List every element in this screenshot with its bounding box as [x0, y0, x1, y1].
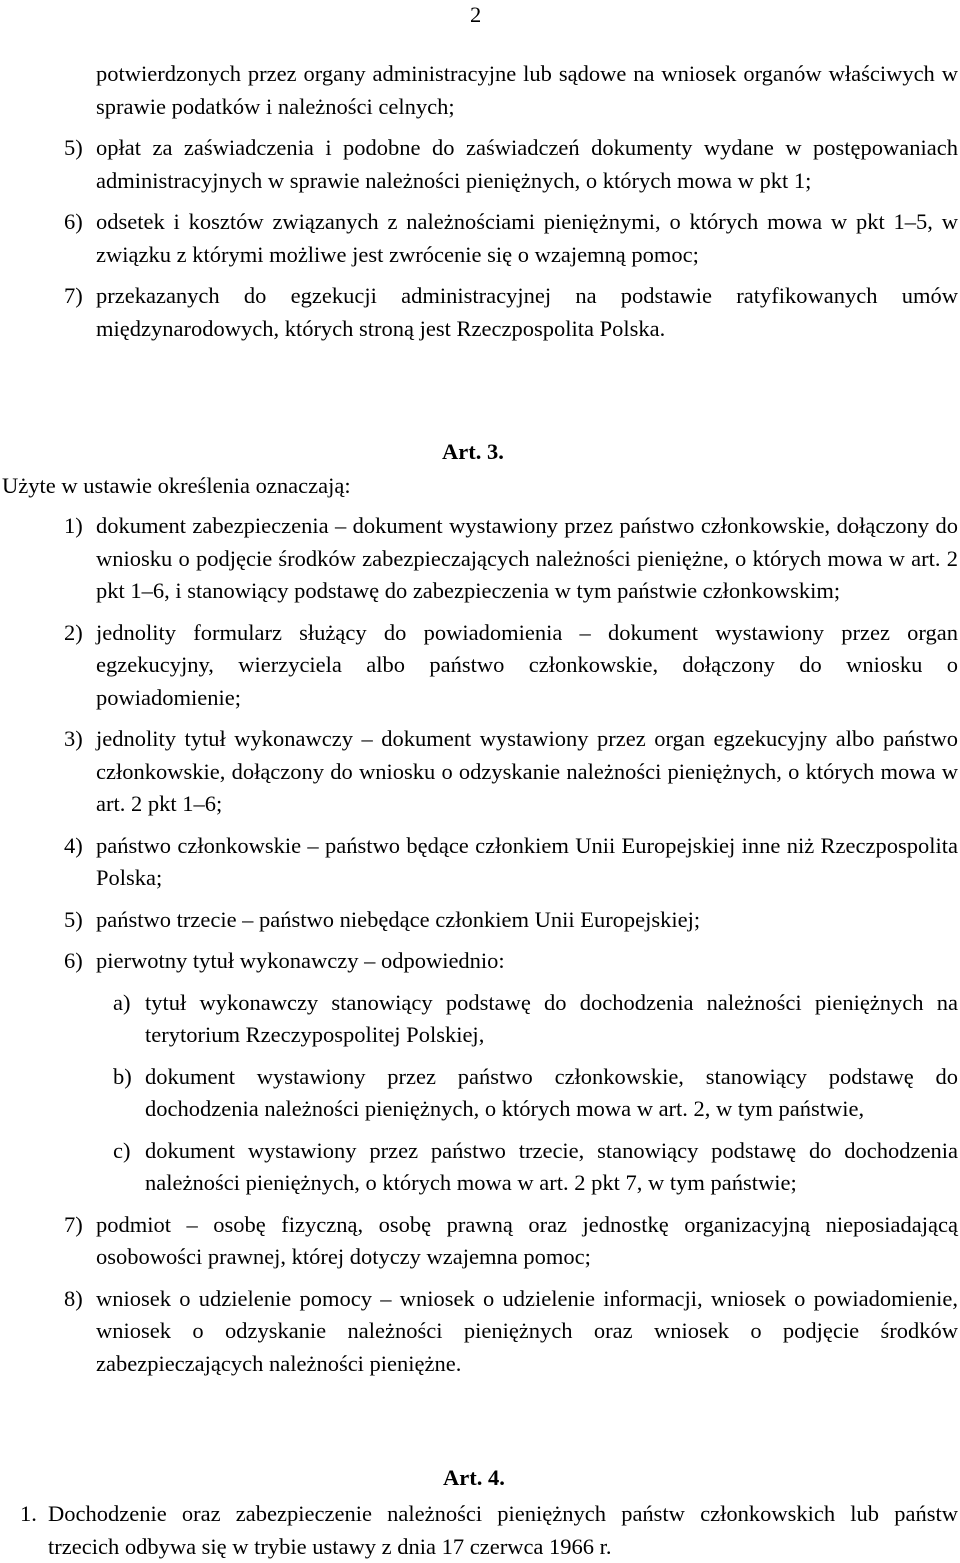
list-item-number: 8): [64, 1285, 83, 1311]
list-item-number: 4): [64, 832, 83, 858]
list-item-text: dokument zabezpieczenia – dokument wystawiony przez państwo członkowskie, dołączony do wniosku o podjęcie środków zabezpieczających należności pieniężne, o których mowa w art. 2 pkt 1–6, i stanowiący podstawę do zabezpieczenia w tym państwie członkowskim;: [96, 513, 958, 603]
sub-list-item-letter: a): [113, 989, 131, 1015]
list-item: [0, 617, 960, 715]
art4-item-number: 1.: [20, 1501, 37, 1526]
list-item: [0, 830, 960, 895]
sub-list-item-text: tytuł wykonawczy stanowiący podstawę do dochodzenia należności pieniężnych na terytorium Rzeczypospolitej Polskiej,: [145, 989, 958, 1047]
list-item: [0, 904, 960, 937]
list-item: [0, 1283, 960, 1381]
sub-list-item-text: dokument wystawiony przez państwo trzecie, stanowiący podstawę do dochodzenia należności pieniężnych, o których mowa w art. 2 pkt 7, w tym państwie;: [145, 1137, 958, 1195]
list-item: [0, 280, 960, 345]
list-item-text: jednolity tytuł wykonawczy – dokument wystawiony przez organ egzekucyjny albo państwo członkowskie, dołączony do wniosku o odzyskanie należności pieniężnych, o których mowa w art. 2 pkt 1–6;: [96, 726, 958, 816]
sub-list-item-letter: b): [113, 1063, 132, 1089]
list-item-number: 6): [64, 948, 83, 973]
list-item: [0, 132, 960, 197]
art4-item-text: Dochodzenie oraz zabezpieczenie należności pieniężnych państw członkowskich lub państw trzecich odbywa się w trybie ustawy z dnia 17 czerwca 1966 r.: [48, 1501, 958, 1559]
list-item-text: pierwotny tytuł wykonawczy – odpowiednio:: [96, 948, 505, 973]
art4-item: [0, 1497, 960, 1563]
list-item-text: państwo trzecie – państwo niebędące członkiem Unii Europejskiej;: [96, 906, 701, 932]
list-item: [0, 206, 960, 271]
sub-list-item: [0, 1061, 960, 1126]
art2-continuation-block: [0, 58, 960, 345]
art3-definitions-block: [0, 510, 960, 1380]
art4-heading: Art. 4.: [443, 1465, 505, 1490]
sub-list-item: [0, 987, 960, 1052]
list-item-number: 5): [64, 906, 83, 932]
list-item-number: 3): [64, 726, 83, 751]
list-item: [0, 723, 960, 821]
continuation-text: potwierdzonych przez organy administracyjne lub sądowe na wniosek organów właściwych w sprawie podatków i należności celnych;: [96, 61, 958, 119]
list-item-number: 5): [64, 135, 83, 160]
page-number: 2: [470, 2, 482, 27]
sub-list-item: [0, 1135, 960, 1200]
list-item-number: 7): [64, 283, 83, 308]
list-item-text: przekazanych do egzekucji administracyjnej na podstawie ratyfikowanych umów międzynarodowych, których stroną jest Rzeczpospolita Polska.: [96, 283, 958, 341]
list-item-number: 6): [64, 209, 83, 234]
list-item-text: jednolity formularz służący do powiadomienia – dokument wystawiony przez organ egzekucyjny, wierzyciela albo państwo członkowskie, dołączony do wniosku o powiadomienie;: [96, 619, 958, 710]
sub-list-item-letter: c): [113, 1137, 131, 1163]
sub-list-item-text: dokument wystawiony przez państwo członkowskie, stanowiący podstawę do dochodzenia należności pieniężnych, o których mowa w art. 2, w tym państwie,: [145, 1063, 958, 1121]
list-item: [0, 58, 960, 123]
list-item-text: podmiot – osobę fizyczną, osobę prawną oraz jednostkę organizacyjną nieposiadającą osobowości prawnej, której dotyczy wzajemna pomoc;: [96, 1211, 958, 1269]
art4-paragraph: [0, 1497, 960, 1563]
list-item-text: odsetek i kosztów związanych z należnościami pieniężnymi, o których mowa w pkt 1–5, w związku z którymi możliwe jest zwrócenie się o wzajemną pomoc;: [96, 209, 958, 267]
art3-intro: Użyte w ustawie określenia oznaczają:: [2, 473, 351, 498]
list-item: [0, 1209, 960, 1274]
art3-heading: Art. 3.: [442, 439, 504, 464]
list-item-number: 1): [64, 513, 83, 538]
list-item-text: opłat za zaświadczenia i podobne do zaświadczeń dokumenty wydane w postępowaniach administracyjnych w sprawie należności pieniężnych, o których mowa w pkt 1;: [96, 135, 958, 193]
list-item-number: 2): [64, 619, 83, 645]
list-item: [0, 510, 960, 608]
list-item-number: 7): [64, 1211, 83, 1237]
list-item: [0, 945, 960, 978]
list-item-text: wniosek o udzielenie pomocy – wniosek o udzielenie informacji, wniosek o powiadomienie, wniosek o odzyskanie należności pieniężnych oraz wniosek o podjęcie środków zabezpieczających należności pieniężne.: [96, 1285, 958, 1376]
list-item-text: państwo członkowskie – państwo będące członkiem Unii Europejskiej inne niż Rzeczpospolita Polska;: [96, 832, 958, 890]
